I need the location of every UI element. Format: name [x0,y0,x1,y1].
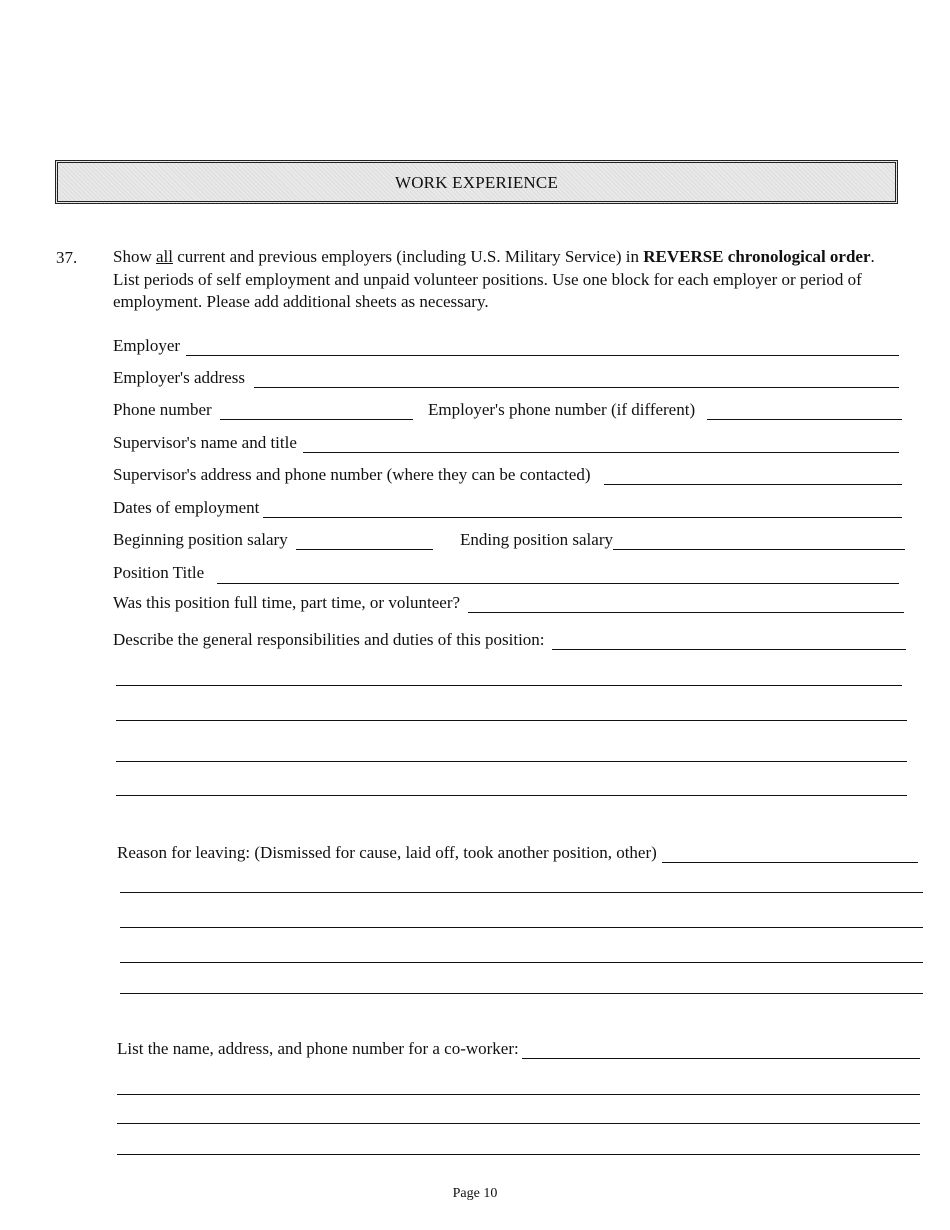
reason-field[interactable] [662,844,918,863]
supervisor-name-label: Supervisor's name and title [113,433,297,452]
coworker-label: List the name, address, and phone number for a co-worker: [117,1039,519,1058]
supervisor-contact-label: Supervisor's address and phone number (where they can be contacted) [113,465,591,484]
responsibilities-field[interactable] [552,631,906,650]
coworker-line[interactable] [117,1154,920,1155]
page-number: Page 10 [452,1186,498,1201]
reason-line[interactable] [120,993,923,994]
coworker-row [117,1037,920,1059]
dates-field[interactable] [263,499,902,518]
reason-line[interactable] [120,892,923,893]
beginning-salary-row [113,528,433,550]
employer-phone-label: Employer's phone number (if different) [428,400,696,419]
coworker-field[interactable] [522,1040,920,1059]
position-type-field[interactable] [468,594,904,613]
employer-row [113,334,899,356]
employer-field[interactable] [186,337,899,356]
ending-salary-field[interactable] [613,531,905,550]
instructions-text-1: Show [113,247,156,266]
position-type-row [113,591,904,613]
coworker-line[interactable] [117,1094,920,1095]
supervisor-name-row [113,431,899,453]
dates-row [113,496,902,518]
employer-address-label: Employer's address [113,368,245,387]
question-number: 37. [56,248,78,267]
employer-label: Employer [113,336,181,355]
beginning-salary-field[interactable] [296,531,433,550]
responsibilities-line[interactable] [116,720,907,721]
position-type-label: Was this position full time, part time, or volunteer? [113,593,461,612]
section-title: WORK EXPERIENCE [394,173,559,192]
phone-number-row [113,398,413,420]
employer-address-row [113,366,899,388]
ending-salary-row [460,528,905,550]
reason-line[interactable] [120,962,923,963]
instructions-all: all [155,247,173,266]
instructions-text-3: . List periods of self employment and unpaid volunteer positions. Use one block for each employer or period of employment. Please add additional sheets as necessary. [113,247,875,311]
responsibilities-line[interactable] [116,795,907,796]
question-instructions [113,246,903,314]
responsibilities-row [113,628,906,650]
instructions-text-2: current and previous employers (including U.S. Military Service) in [172,247,644,266]
employer-phone-field[interactable] [707,401,902,420]
beginning-salary-label: Beginning position salary [113,530,288,549]
ending-salary-label: Ending position salary [460,530,613,549]
supervisor-contact-row [113,463,902,485]
reason-row [117,841,918,863]
supervisor-contact-field[interactable] [604,466,902,485]
phone-number-field[interactable] [220,401,413,420]
reason-line[interactable] [120,927,923,928]
position-title-label: Position Title [113,563,205,582]
section-header [55,160,898,204]
employer-phone-row [428,398,902,420]
phone-number-label: Phone number [113,400,212,419]
employer-address-field[interactable] [254,369,899,388]
responsibilities-label: Describe the general responsibilities and duties of this position: [113,630,545,649]
position-title-row [113,561,223,583]
instructions-reverse-chronological: REVERSE chronological order [643,247,871,266]
responsibilities-line[interactable] [116,761,907,762]
position-title-field[interactable] [217,583,899,584]
reason-label: Reason for leaving: (Dismissed for cause, laid off, took another position, other) [117,843,657,862]
responsibilities-line[interactable] [116,685,902,686]
coworker-line[interactable] [117,1123,920,1124]
dates-label: Dates of employment [113,498,260,517]
supervisor-name-field[interactable] [303,434,899,453]
